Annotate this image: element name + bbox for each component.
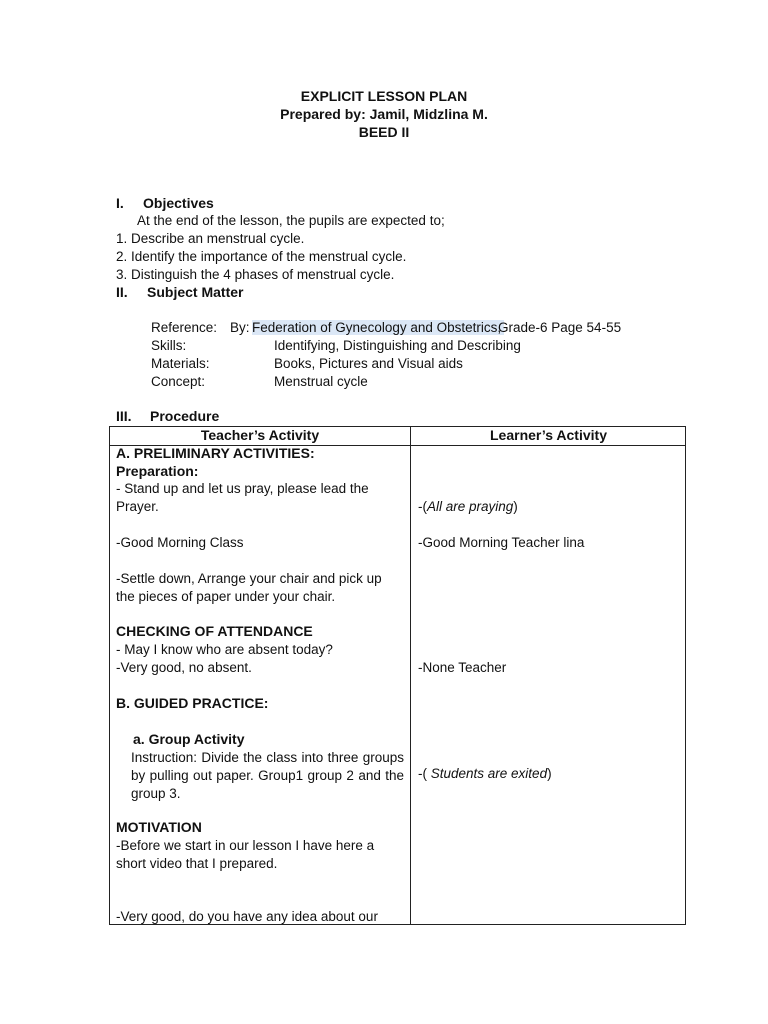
objectives-intro: At the end of the lesson, the pupils are expected to; [137,213,445,228]
learner-excited-prefix: -( [418,766,431,781]
reference-rest: Grade-6 Page 54-55 [498,320,622,335]
teacher-absent-question: - May I know who are absent today? [116,642,333,657]
preparation-heading: Preparation: [116,463,199,479]
teacher-settle-line-2: the pieces of paper under your chair. [116,589,336,604]
preliminary-activities-heading: A. PRELIMINARY ACTIVITIES: [116,445,315,461]
learner-praying-prefix: -( [418,499,427,514]
learner-excited-text: Students are exited [430,766,548,781]
objectives-numeral: I. [116,195,124,211]
objective-item: 1. Describe an menstrual cycle. [116,231,305,246]
materials-value: Books, Pictures and Visual aids [274,356,463,371]
learner-praying [418,499,518,514]
subject-matter-numeral: II. [116,284,128,300]
prepared-by: Prepared by: Jamil, Midzlina M. [280,106,488,122]
teacher-prayer-line-1: - Stand up and let us pray, please lead the [116,481,369,496]
learner-excited-suffix: ) [547,766,552,781]
concept-label: Concept: [151,374,206,389]
table-column-divider [410,426,411,925]
skills-label: Skills: [151,338,187,353]
teacher-idea-question: -Very good, do you have any idea about our [116,909,378,924]
teacher-settle-line-1: -Settle down, Arrange your chair and pick up [116,571,382,586]
group-activity-instruction: Instruction: Divide the class into three groups by pulling out paper. Group1 group 2 and the group 3. [131,750,404,801]
learner-praying-text: All are praying [427,499,514,514]
teacher-greeting: -Good Morning Class [116,535,244,550]
reference-by: By: [230,320,250,335]
learner-excited [418,766,552,781]
reference-source: Federation of Gynecology and Obstetrics, [252,320,504,335]
guided-practice-heading: B. GUIDED PRACTICE: [116,695,269,711]
group-activity-heading: a. Group Activity [133,731,245,747]
learner-greeting: -Good Morning Teacher lina [418,535,585,550]
teacher-no-absent: -Very good, no absent. [116,660,252,675]
reference-label: Reference: [151,320,218,335]
learner-none: -None Teacher [418,660,507,675]
skills-value: Identifying, Distinguishing and Describing [274,338,521,353]
objective-item: 3. Distinguish the 4 phases of menstrual cycle. [116,267,395,282]
course-label: BEED II [358,124,410,140]
procedure-numeral: III. [116,408,132,424]
objectives-heading: Objectives [143,195,214,211]
concept-value: Menstrual cycle [274,374,368,389]
learner-activity-header: Learner’s Activity [490,427,607,443]
objective-item: 2. Identify the importance of the menstrual cycle. [116,249,407,264]
procedure-heading: Procedure [150,408,220,424]
teacher-video-line-1: -Before we start in our lesson I have here a [116,838,375,853]
teacher-prayer-line-2: Prayer. [116,499,159,514]
materials-label: Materials: [151,356,210,371]
motivation-heading: MOTIVATION [116,819,202,835]
learner-praying-suffix: ) [513,499,518,514]
document-title: EXPLICIT LESSON PLAN [300,88,468,104]
attendance-heading: CHECKING OF ATTENDANCE [116,623,313,639]
subject-matter-heading: Subject Matter [147,284,244,300]
teacher-activity-header: Teacher’s Activity [200,427,320,443]
teacher-video-line-2: short video that I prepared. [116,856,278,871]
